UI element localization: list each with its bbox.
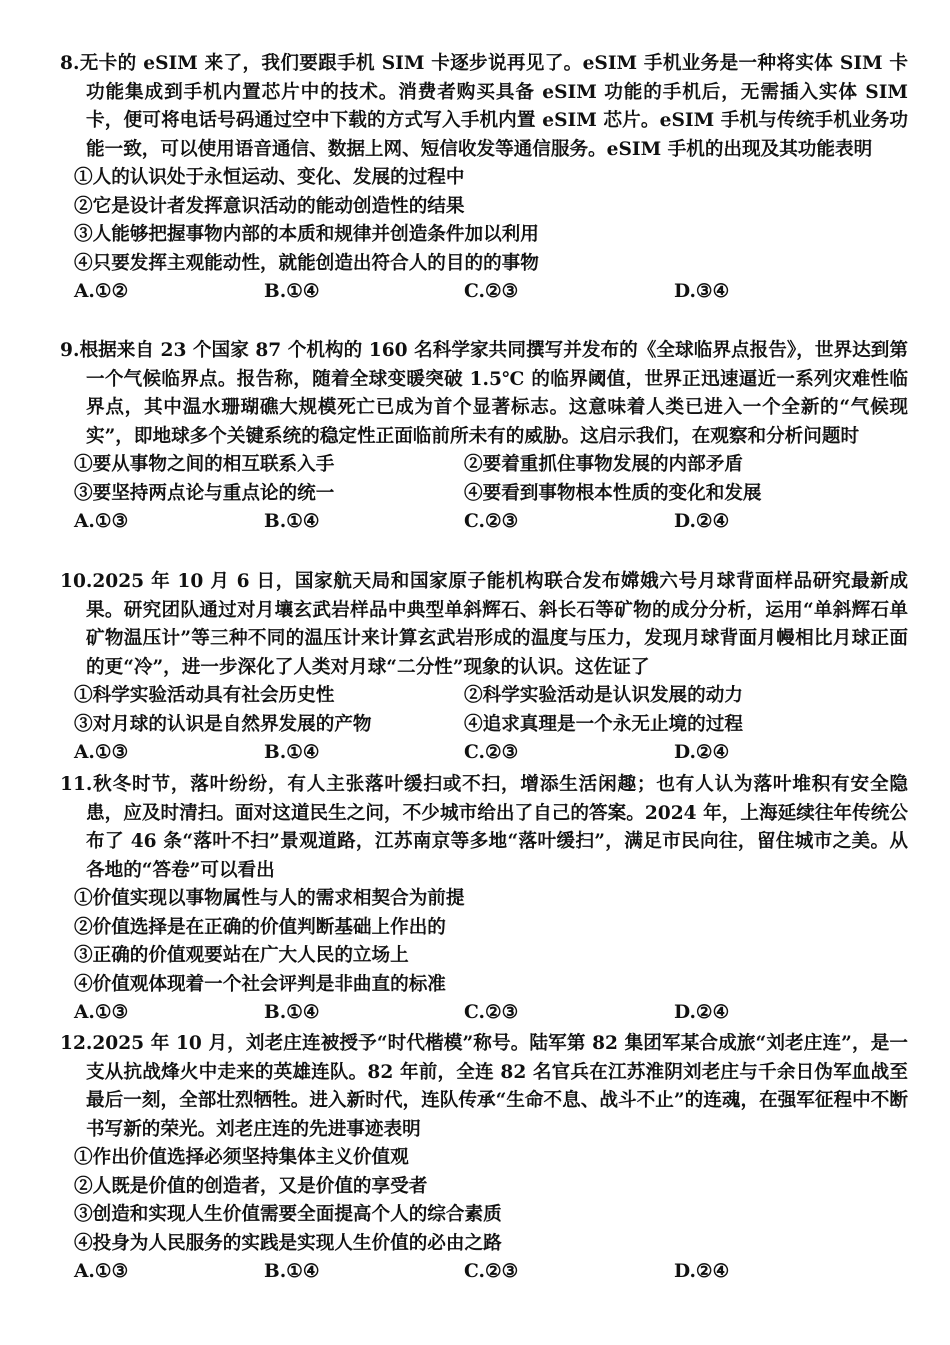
statement-1: ①科学实验活动具有社会历史性 xyxy=(74,685,335,706)
question-12 xyxy=(60,1030,908,1287)
answer-options xyxy=(60,278,908,307)
option-d[interactable]: D.③④ xyxy=(674,281,730,302)
statement-list xyxy=(60,1144,908,1258)
statement-list xyxy=(60,885,908,999)
statement-2: ②它是设计者发挥意识活动的能动创造性的结果 xyxy=(74,195,465,217)
option-c[interactable]: C.②③ xyxy=(464,511,519,532)
option-b[interactable]: B.①④ xyxy=(264,511,320,532)
option-d[interactable]: D.②④ xyxy=(674,1261,730,1282)
statement-list xyxy=(60,682,908,739)
statement-3: ③创造和实现人生价值需要全面提高个人的综合素质 xyxy=(74,1204,502,1225)
option-a[interactable]: A.①③ xyxy=(74,1002,129,1023)
option-d[interactable]: D.②④ xyxy=(674,742,730,763)
option-a[interactable]: A.①② xyxy=(74,281,129,302)
question-number: 8. xyxy=(60,53,80,74)
question-stem xyxy=(60,337,908,451)
statement-list xyxy=(60,164,908,278)
stem-text: 无卡的 eSIM 来了，我们要跟手机 SIM 卡逐步说再见了。eSIM 手机业务是一种将实体 SIM 卡功能集成到手机内置芯片中的技术。消费者购买具备 eSIM 功能的手机后，无需插入实体 SIM 卡，便可将电话号码通过空中下载的方式写入手机内置 eSIM 芯片。eSIM 手机与传统手机业务功能一致，可以使用语音通信、数据上网、短信收发等通信服务。eSIM 手机的出现及其功能表明 xyxy=(79,53,908,160)
question-10 xyxy=(60,568,908,768)
statement-4: ④价值观体现着一个社会评判是非曲直的标准 xyxy=(74,973,446,995)
stem-text: 根据来自 23 个国家 87 个机构的 160 名科学家共同撰写并发布的《全球临界点报告》，世界达到第一个气候临界点。报告称，随着全球变暖突破 1.5℃ 的临界阈值，世界正迅速逼近一系列灾难性临界点，其中温水珊瑚礁大规模死亡已成为首个显著标志。这意味着人类已进入一个全新的“气候现实”，即地球多个关键系统的稳定性正面临前所未有的威胁。这启示我们，在观察和分析问题时 xyxy=(79,340,908,447)
statement-3: ③正确的价值观要站在广大人民的立场上 xyxy=(74,945,409,966)
statement-4: ④投身为人民服务的实践是实现人生价值的必由之路 xyxy=(74,1232,502,1254)
statement-1: ①要从事物之间的相互联系入手 xyxy=(74,454,335,475)
stem-text: 2025 年 10 月，刘老庄连被授予“时代楷模”称号。陆军第 82 集团军某合成旅“刘老庄连”，是一支从抗战烽火中走来的英雄连队。82 年前，全连 82 名官兵在江苏淮阴刘老庄与千余日伪军血战至最后一刻，全部壮烈牺牲。进入新时代，连队传承“生命不息、战斗不止”的连魂，在强军征程中不断书写新的荣光。刘老庄连的先进事迹表明 xyxy=(86,1033,908,1140)
question-stem xyxy=(60,771,908,885)
statement-list xyxy=(60,451,908,508)
statement-4: ④只要发挥主观能动性，就能创造出符合人的目的的事物 xyxy=(74,252,539,274)
statement-2: ②要着重抓住事物发展的内部矛盾 xyxy=(464,454,743,475)
stem-text: 2025 年 10 月 6 日，国家航天局和国家原子能机构联合发布嫦娥六号月球背面样品研究最新成果。研究团队通过对月壤玄武岩样品中典型单斜辉石、斜长石等矿物的成分分析，运用“单斜辉石单矿物温压计”等三种不同的温压计来计算玄武岩形成的温度与压力，发现月球背面月幔相比月球正面的更“冷”，进一步深化了人类对月球“二分性”现象的认识。这佐证了 xyxy=(86,571,908,678)
answer-options xyxy=(60,999,908,1028)
question-number: 10. xyxy=(60,571,93,592)
statement-3: ③要坚持两点论与重点论的统一 xyxy=(74,482,335,504)
answer-options xyxy=(60,1258,908,1287)
statement-2: ②人既是价值的创造者，又是价值的享受者 xyxy=(74,1175,428,1197)
question-stem xyxy=(60,1030,908,1144)
statement-1: ①价值实现以事物属性与人的需求相契合为前提 xyxy=(74,888,465,909)
option-b[interactable]: B.①④ xyxy=(264,281,320,302)
question-number: 11. xyxy=(60,774,93,795)
answer-options xyxy=(60,508,908,537)
option-c[interactable]: C.②③ xyxy=(464,742,519,763)
question-8 xyxy=(60,50,908,307)
question-number: 12. xyxy=(60,1033,93,1054)
statement-4: ④追求真理是一个永无止境的过程 xyxy=(464,713,743,735)
statement-3: ③对月球的认识是自然界发展的产物 xyxy=(74,713,372,735)
option-b[interactable]: B.①④ xyxy=(264,1002,320,1023)
option-c[interactable]: C.②③ xyxy=(464,1261,519,1282)
option-d[interactable]: D.②④ xyxy=(674,1002,730,1023)
statement-1: ①人的认识处于永恒运动、变化、发展的过程中 xyxy=(74,167,465,188)
question-stem xyxy=(60,568,908,682)
statement-3: ③人能够把握事物内部的本质和规律并创造条件加以利用 xyxy=(74,224,539,245)
statement-4: ④要看到事物根本性质的变化和发展 xyxy=(464,482,762,504)
option-c[interactable]: C.②③ xyxy=(464,281,519,302)
statement-2: ②科学实验活动是认识发展的动力 xyxy=(464,685,743,706)
option-a[interactable]: A.①③ xyxy=(74,511,129,532)
question-9 xyxy=(60,337,908,537)
option-b[interactable]: B.①④ xyxy=(264,742,320,763)
option-a[interactable]: A.①③ xyxy=(74,742,129,763)
answer-options xyxy=(60,739,908,768)
statement-1: ①作出价值选择必须坚持集体主义价值观 xyxy=(74,1147,409,1168)
option-d[interactable]: D.②④ xyxy=(674,511,730,532)
option-b[interactable]: B.①④ xyxy=(264,1261,320,1282)
question-number: 9. xyxy=(60,340,80,361)
stem-text: 秋冬时节，落叶纷纷，有人主张落叶缓扫或不扫，增添生活闲趣；也有人认为落叶堆积有安全隐患，应及时清扫。面对这道民生之问，不少城市给出了自己的答案。2024 年，上海延续往年传统公布了 46 条“落叶不扫”景观道路，江苏南京等多地“落叶缓扫”，满足市民向往，留住城市之美。从各地的“答卷”可以看出 xyxy=(86,774,908,881)
option-c[interactable]: C.②③ xyxy=(464,1002,519,1023)
option-a[interactable]: A.①③ xyxy=(74,1261,129,1282)
statement-2: ②价值选择是在正确的价值判断基础上作出的 xyxy=(74,916,446,938)
question-stem xyxy=(60,50,908,164)
question-11 xyxy=(60,771,908,1028)
